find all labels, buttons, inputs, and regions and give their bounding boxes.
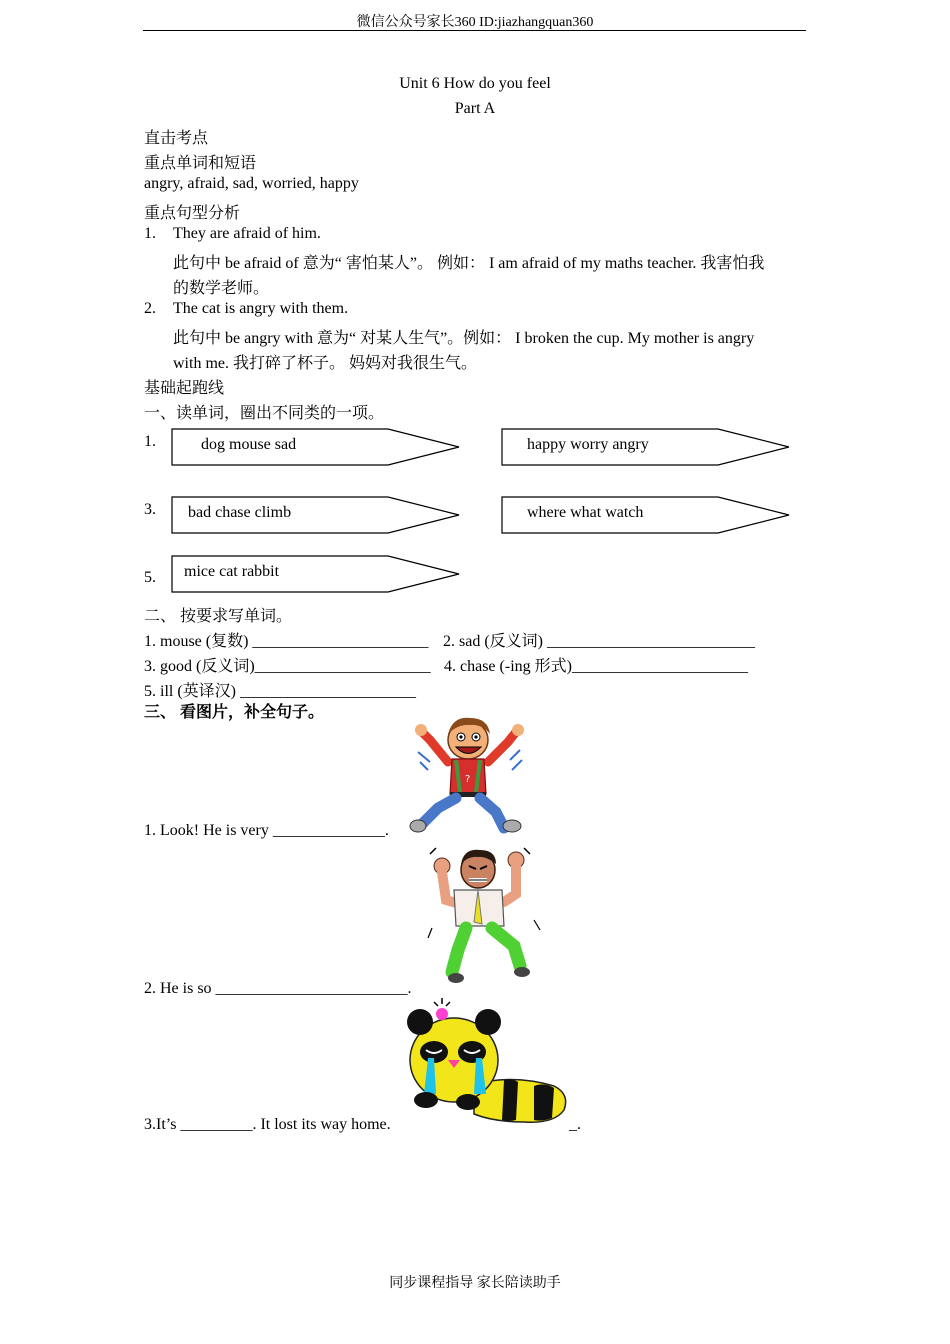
page-subtitle: Part A [454, 100, 496, 117]
angry-man-illustration [424, 842, 546, 990]
sentence-heading: 重点句型分析 [144, 205, 241, 222]
ex1-words: bad chase climb [188, 504, 292, 521]
basic-heading: 基础起跑线 [144, 380, 225, 397]
exercise-1-heading: 一、读单词，圈出不同类的一项。 [144, 405, 385, 422]
ex2-item: 5. ill (英译汉) ______________________ [144, 683, 416, 700]
ex1-number: 1. [144, 433, 156, 450]
ex2-item: 3. good (反义词)______________________ [144, 658, 431, 675]
ex2-item: 2. sad (反义词) __________________________ [443, 633, 755, 650]
ex1-words: happy worry angry [527, 436, 649, 453]
ex1-words: dog mouse sad [201, 436, 297, 453]
vocab-words: angry, afraid, sad, worried, happy [144, 175, 359, 192]
point-explanation: 此句中 be angry with 意为“ 对某人生气”。例如： I broken the cup. My mother is angry [173, 330, 755, 347]
exercise-3-heading: 三、 看图片，补全句子。 [144, 704, 325, 721]
svg-text:?: ? [465, 774, 471, 785]
ex2-item: 1. mouse (复数) ______________________ [144, 633, 429, 650]
ex3-item: 1. Look! He is very ______________. [144, 822, 389, 839]
point-sentence: They are afraid of him. [173, 225, 321, 242]
exercise-2-heading: 二、 按要求写单词。 [144, 608, 293, 625]
point-explanation-cont: 的数学老师。 [173, 280, 270, 297]
point-number: 1. [144, 225, 156, 242]
page-footer: 同步课程指导 家长陪读助手 [389, 1276, 561, 1291]
point-explanation: 此句中 be afraid of 意为“ 害怕某人”。 例如： I am afraid of my maths teacher. 我害怕我 [173, 255, 765, 272]
ex2-item: 4. chase (-ing 形式)______________________ [444, 658, 748, 675]
section-focus: 直击考点 [144, 130, 209, 147]
page-header: 微信公众号家长360 ID:jiazhangquan360 [356, 15, 594, 30]
ex3-item: 2. He is so ________________________. [144, 980, 412, 997]
ex3-item: 3.It’s _________. It lost its way home. [144, 1116, 391, 1133]
point-sentence: The cat is angry with them. [173, 300, 349, 317]
point-number: 2. [144, 300, 156, 317]
happy-boy-illustration [408, 712, 533, 837]
ex3-item-tail: _. [569, 1116, 581, 1133]
ex1-words: where what watch [527, 504, 644, 521]
ex1-number: 3. [144, 501, 156, 518]
point-explanation-cont: with me. 我打碎了杯子。 妈妈对我很生气。 [173, 355, 477, 372]
ex1-words: mice cat rabbit [184, 563, 280, 580]
vocab-heading: 重点单词和短语 [144, 155, 257, 172]
page-title: Unit 6 How do you feel [399, 75, 551, 92]
crying-panda-illustration [404, 994, 574, 1130]
ex1-number: 5. [144, 569, 156, 586]
header-divider [143, 30, 806, 31]
